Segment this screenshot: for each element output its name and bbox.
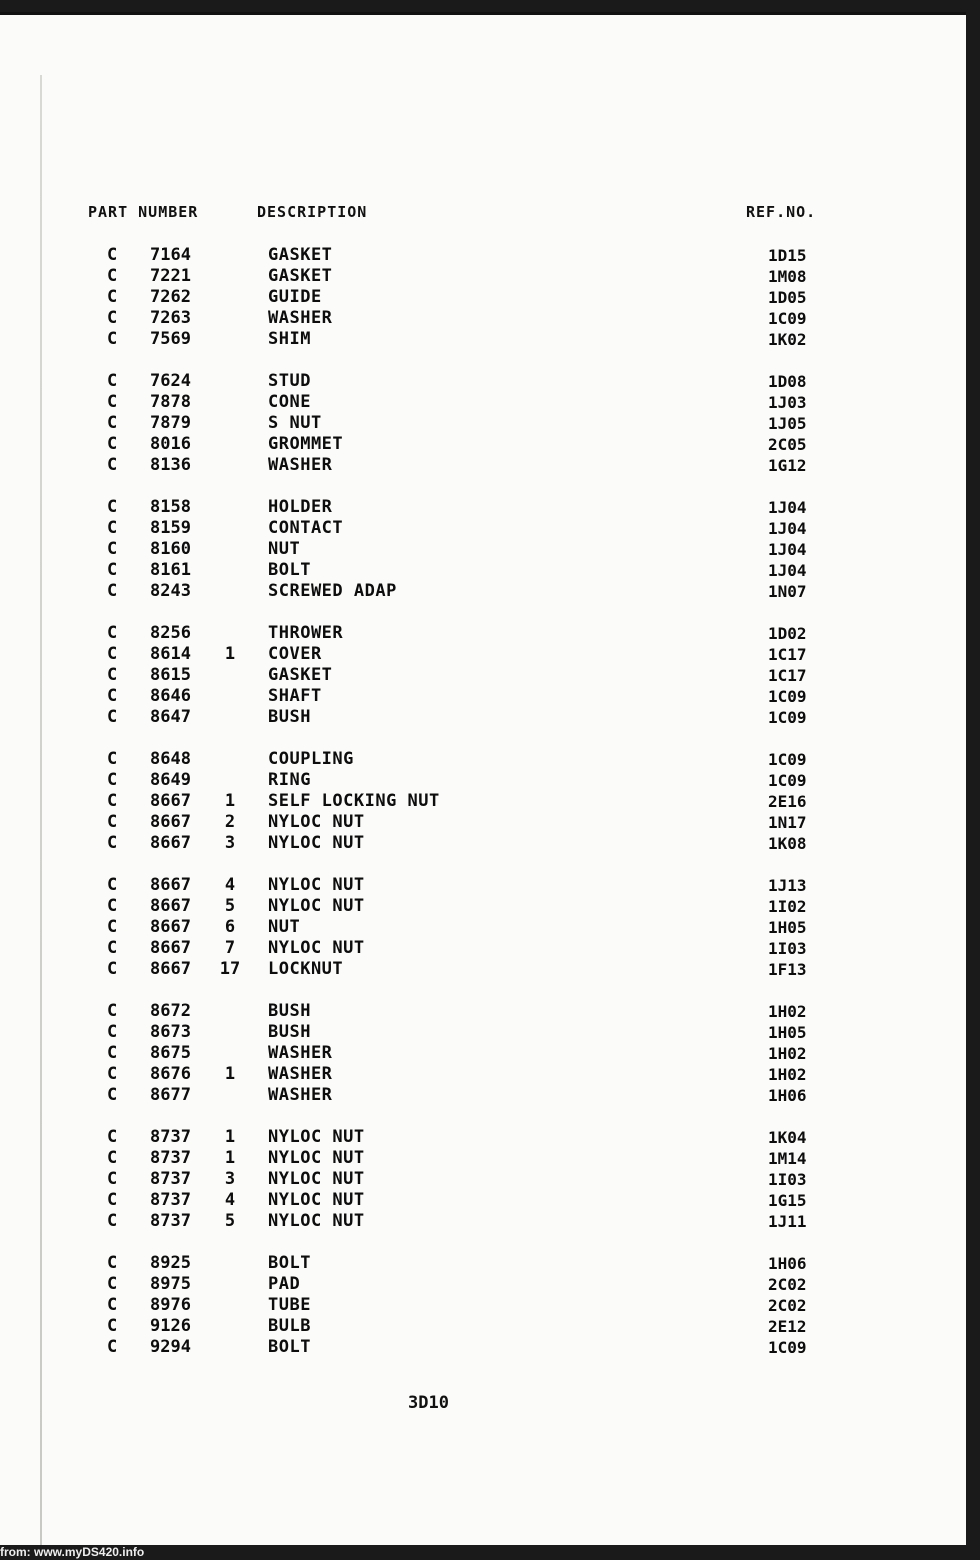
part-description: SCREWED ADAP <box>268 581 397 601</box>
part-number: 8614 <box>150 644 191 664</box>
part-number: 8737 <box>150 1169 191 1189</box>
part-description: SHAFT <box>268 686 322 706</box>
table-row <box>0 791 966 812</box>
part-number: 8667 <box>150 791 191 811</box>
ref-number: 1C09 <box>768 771 807 790</box>
part-prefix: C <box>107 1337 118 1357</box>
part-number: 9294 <box>150 1337 191 1357</box>
part-prefix: C <box>107 266 118 286</box>
part-description: GASKET <box>268 665 333 685</box>
part-prefix: C <box>107 245 118 265</box>
part-description: NYLOC NUT <box>268 938 365 958</box>
part-number: 7262 <box>150 287 191 307</box>
part-description: SHIM <box>268 329 311 349</box>
part-description: BUSH <box>268 1022 311 1042</box>
header-description: DESCRIPTION <box>257 203 368 221</box>
ref-number: 1K02 <box>768 330 807 349</box>
ref-number: 2C02 <box>768 1296 807 1315</box>
part-description: LOCKNUT <box>268 959 344 979</box>
table-row <box>0 1064 966 1085</box>
part-number: 8737 <box>150 1127 191 1147</box>
ref-number: 1D02 <box>768 624 807 643</box>
part-prefix: C <box>107 959 118 979</box>
part-prefix: C <box>107 1253 118 1273</box>
part-description: GROMMET <box>268 434 344 454</box>
table-row <box>0 539 966 560</box>
header-ref-no: REF.NO. <box>746 203 817 221</box>
ref-number: 1I03 <box>768 1170 807 1189</box>
part-prefix: C <box>107 770 118 790</box>
part-prefix: C <box>107 1316 118 1336</box>
table-row <box>0 266 966 287</box>
ref-number: 1J03 <box>768 393 807 412</box>
table-row <box>0 1148 966 1169</box>
part-prefix: C <box>107 308 118 328</box>
table-row <box>0 1190 966 1211</box>
part-description: NYLOC NUT <box>268 1169 365 1189</box>
part-description: WASHER <box>268 455 333 475</box>
part-number: 8160 <box>150 539 191 559</box>
part-description: TUBE <box>268 1295 311 1315</box>
part-variant: 4 <box>224 875 236 895</box>
part-description: BUSH <box>268 707 311 727</box>
table-row <box>0 917 966 938</box>
ref-number: 1J04 <box>768 498 807 517</box>
part-number: 8676 <box>150 1064 191 1084</box>
part-description: RING <box>268 770 311 790</box>
part-description: NYLOC NUT <box>268 896 365 916</box>
ref-number: 1J04 <box>768 561 807 580</box>
part-description: GASKET <box>268 245 333 265</box>
part-prefix: C <box>107 644 118 664</box>
table-row <box>0 707 966 728</box>
ref-number: 1I03 <box>768 939 807 958</box>
part-number: 8649 <box>150 770 191 790</box>
part-description: NYLOC NUT <box>268 833 365 853</box>
table-row <box>0 875 966 896</box>
table-row <box>0 1316 966 1337</box>
ref-number: 1H02 <box>768 1002 807 1021</box>
part-description: COVER <box>268 644 322 664</box>
part-description: STUD <box>268 371 311 391</box>
ref-number: 2E12 <box>768 1317 807 1336</box>
part-description: BULB <box>268 1316 311 1336</box>
part-number: 8256 <box>150 623 191 643</box>
document-page <box>0 12 966 1545</box>
part-variant: 1 <box>224 1127 236 1147</box>
part-number: 8667 <box>150 875 191 895</box>
part-description: WASHER <box>268 1043 333 1063</box>
part-prefix: C <box>107 518 118 538</box>
part-description: GUIDE <box>268 287 322 307</box>
part-prefix: C <box>107 686 118 706</box>
table-row <box>0 812 966 833</box>
ref-number: 1C09 <box>768 750 807 769</box>
table-row <box>0 1253 966 1274</box>
part-number: 7263 <box>150 308 191 328</box>
part-prefix: C <box>107 1295 118 1315</box>
part-prefix: C <box>107 812 118 832</box>
part-prefix: C <box>107 287 118 307</box>
part-description: NUT <box>268 917 301 937</box>
part-prefix: C <box>107 455 118 475</box>
part-description: HOLDER <box>268 497 333 517</box>
part-number: 8737 <box>150 1148 191 1168</box>
ref-number: 2C02 <box>768 1275 807 1294</box>
table-row <box>0 518 966 539</box>
table-row <box>0 581 966 602</box>
part-number: 8646 <box>150 686 191 706</box>
part-description: NYLOC NUT <box>268 1211 365 1231</box>
part-number: 7164 <box>150 245 191 265</box>
ref-number: 1K08 <box>768 834 807 853</box>
part-number: 8159 <box>150 518 191 538</box>
ref-number: 1F13 <box>768 960 807 979</box>
part-prefix: C <box>107 497 118 517</box>
page-number: 3D10 <box>408 1393 449 1413</box>
part-number: 7221 <box>150 266 191 286</box>
part-number: 8925 <box>150 1253 191 1273</box>
ref-number: 1H06 <box>768 1254 807 1273</box>
table-row <box>0 497 966 518</box>
ref-number: 1M14 <box>768 1149 807 1168</box>
table-row <box>0 896 966 917</box>
table-row <box>0 623 966 644</box>
part-prefix: C <box>107 434 118 454</box>
part-prefix: C <box>107 938 118 958</box>
part-variant: 7 <box>224 938 236 958</box>
table-row <box>0 959 966 980</box>
part-prefix: C <box>107 1085 118 1105</box>
part-prefix: C <box>107 1148 118 1168</box>
table-row <box>0 245 966 266</box>
table-row <box>0 938 966 959</box>
part-description: NYLOC NUT <box>268 1127 365 1147</box>
part-variant: 1 <box>224 644 236 664</box>
part-number: 8667 <box>150 938 191 958</box>
part-variant: 6 <box>224 917 236 937</box>
part-prefix: C <box>107 1169 118 1189</box>
table-row <box>0 1295 966 1316</box>
ref-number: 1C17 <box>768 645 807 664</box>
part-description: WASHER <box>268 1064 333 1084</box>
table-row <box>0 329 966 350</box>
ref-number: 1C09 <box>768 687 807 706</box>
part-prefix: C <box>107 1211 118 1231</box>
part-prefix: C <box>107 329 118 349</box>
table-row <box>0 413 966 434</box>
ref-number: 1J04 <box>768 519 807 538</box>
part-number: 8667 <box>150 917 191 937</box>
part-prefix: C <box>107 581 118 601</box>
part-number: 8975 <box>150 1274 191 1294</box>
part-prefix: C <box>107 875 118 895</box>
part-prefix: C <box>107 917 118 937</box>
part-number: 8737 <box>150 1211 191 1231</box>
part-variant: 1 <box>224 1148 236 1168</box>
part-number: 8243 <box>150 581 191 601</box>
part-description: CONTACT <box>268 518 344 538</box>
part-description: CONE <box>268 392 311 412</box>
ref-number: 1J11 <box>768 1212 807 1231</box>
ref-number: 1J13 <box>768 876 807 895</box>
part-number: 8667 <box>150 812 191 832</box>
part-variant: 3 <box>224 1169 236 1189</box>
ref-number: 1H06 <box>768 1086 807 1105</box>
ref-number: 1N07 <box>768 582 807 601</box>
part-number: 8161 <box>150 560 191 580</box>
table-row <box>0 1022 966 1043</box>
ref-number: 1J04 <box>768 540 807 559</box>
part-description: SELF LOCKING NUT <box>268 791 440 811</box>
part-prefix: C <box>107 1274 118 1294</box>
part-number: 8158 <box>150 497 191 517</box>
table-row <box>0 1043 966 1064</box>
part-variant: 4 <box>224 1190 236 1210</box>
table-row <box>0 833 966 854</box>
part-description: NUT <box>268 539 301 559</box>
part-description: GASKET <box>268 266 333 286</box>
ref-number: 1M08 <box>768 267 807 286</box>
part-number: 8647 <box>150 707 191 727</box>
table-row <box>0 287 966 308</box>
part-number: 7879 <box>150 413 191 433</box>
table-row <box>0 455 966 476</box>
part-prefix: C <box>107 623 118 643</box>
part-description: COUPLING <box>268 749 354 769</box>
table-row <box>0 308 966 329</box>
part-prefix: C <box>107 749 118 769</box>
part-number: 8976 <box>150 1295 191 1315</box>
ref-number: 1D08 <box>768 372 807 391</box>
part-prefix: C <box>107 896 118 916</box>
part-number: 8667 <box>150 896 191 916</box>
table-row <box>0 560 966 581</box>
part-description: THROWER <box>268 623 344 643</box>
part-number: 8016 <box>150 434 191 454</box>
ref-number: 1H05 <box>768 918 807 937</box>
part-description: NYLOC NUT <box>268 1148 365 1168</box>
part-variant: 3 <box>224 833 236 853</box>
part-variant: 1 <box>224 791 236 811</box>
table-row <box>0 770 966 791</box>
part-number: 8667 <box>150 959 191 979</box>
part-number: 8677 <box>150 1085 191 1105</box>
table-row <box>0 1085 966 1106</box>
table-row <box>0 1274 966 1295</box>
ref-number: 1H02 <box>768 1065 807 1084</box>
part-description: BOLT <box>268 1253 311 1273</box>
part-description: BOLT <box>268 1337 311 1357</box>
part-prefix: C <box>107 560 118 580</box>
part-number: 8737 <box>150 1190 191 1210</box>
ref-number: 1J05 <box>768 414 807 433</box>
part-variant: 5 <box>224 896 236 916</box>
part-number: 8673 <box>150 1022 191 1042</box>
part-number: 7878 <box>150 392 191 412</box>
ref-number: 1H02 <box>768 1044 807 1063</box>
part-number: 7569 <box>150 329 191 349</box>
part-number: 8136 <box>150 455 191 475</box>
part-number: 9126 <box>150 1316 191 1336</box>
part-description: S NUT <box>268 413 322 433</box>
table-row <box>0 1169 966 1190</box>
table-row <box>0 392 966 413</box>
part-description: PAD <box>268 1274 301 1294</box>
part-number: 8667 <box>150 833 191 853</box>
part-prefix: C <box>107 413 118 433</box>
part-prefix: C <box>107 371 118 391</box>
part-prefix: C <box>107 1001 118 1021</box>
ref-number: 1G12 <box>768 456 807 475</box>
part-number: 8672 <box>150 1001 191 1021</box>
part-prefix: C <box>107 539 118 559</box>
part-description: NYLOC NUT <box>268 812 365 832</box>
ref-number: 1C09 <box>768 708 807 727</box>
table-row <box>0 644 966 665</box>
ref-number: 2E16 <box>768 792 807 811</box>
part-prefix: C <box>107 1043 118 1063</box>
part-variant: 5 <box>224 1211 236 1231</box>
ref-number: 1D05 <box>768 288 807 307</box>
header-part-number: PART NUMBER <box>88 203 199 221</box>
part-prefix: C <box>107 1127 118 1147</box>
part-variant: 2 <box>224 812 236 832</box>
part-prefix: C <box>107 392 118 412</box>
ref-number: 1H05 <box>768 1023 807 1042</box>
part-prefix: C <box>107 1190 118 1210</box>
part-number: 8648 <box>150 749 191 769</box>
ref-number: 1D15 <box>768 246 807 265</box>
part-number: 8615 <box>150 665 191 685</box>
part-prefix: C <box>107 1064 118 1084</box>
source-footer: from: www.myDS420.info <box>0 1545 145 1559</box>
ref-number: 2C05 <box>768 435 807 454</box>
part-prefix: C <box>107 707 118 727</box>
table-row <box>0 434 966 455</box>
ref-number: 1C09 <box>768 1338 807 1357</box>
table-row <box>0 749 966 770</box>
part-variant: 17 <box>219 959 241 979</box>
part-number: 7624 <box>150 371 191 391</box>
table-row <box>0 1127 966 1148</box>
table-row <box>0 686 966 707</box>
part-description: NYLOC NUT <box>268 875 365 895</box>
ref-number: 1C17 <box>768 666 807 685</box>
part-description: WASHER <box>268 1085 333 1105</box>
table-row <box>0 1211 966 1232</box>
table-row <box>0 1337 966 1358</box>
part-description: BOLT <box>268 560 311 580</box>
table-row <box>0 1001 966 1022</box>
part-number: 8675 <box>150 1043 191 1063</box>
part-variant: 1 <box>224 1064 236 1084</box>
ref-number: 1G15 <box>768 1191 807 1210</box>
part-description: NYLOC NUT <box>268 1190 365 1210</box>
part-description: BUSH <box>268 1001 311 1021</box>
table-row <box>0 665 966 686</box>
table-row <box>0 371 966 392</box>
ref-number: 1N17 <box>768 813 807 832</box>
part-prefix: C <box>107 791 118 811</box>
ref-number: 1K04 <box>768 1128 807 1147</box>
part-prefix: C <box>107 833 118 853</box>
part-prefix: C <box>107 665 118 685</box>
part-description: WASHER <box>268 308 333 328</box>
part-prefix: C <box>107 1022 118 1042</box>
parts-list <box>0 245 966 1358</box>
ref-number: 1C09 <box>768 309 807 328</box>
ref-number: 1I02 <box>768 897 807 916</box>
